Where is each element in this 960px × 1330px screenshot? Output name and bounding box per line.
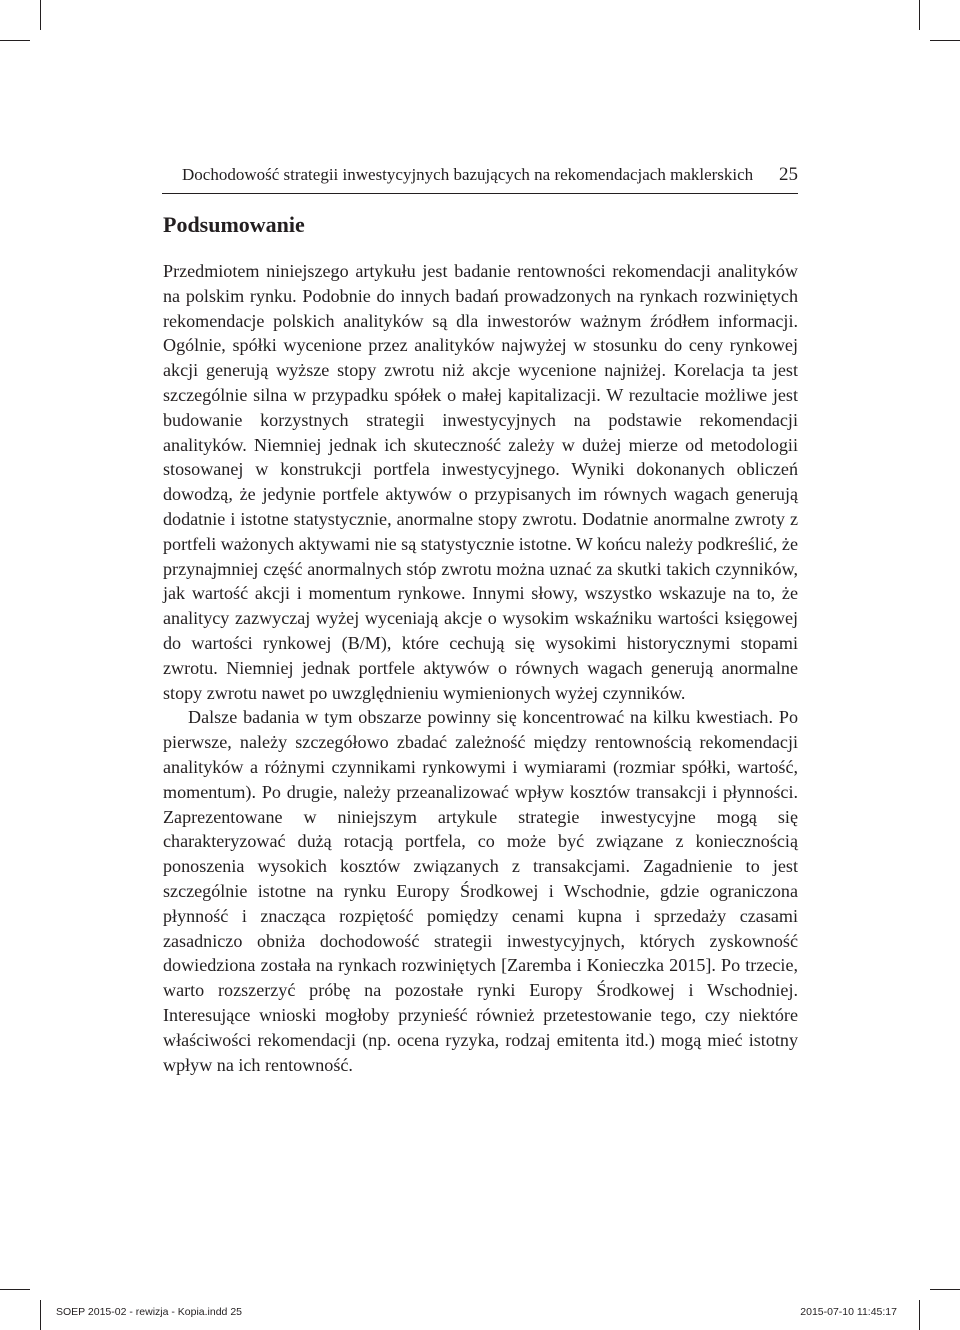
print-slug-file: SOEP 2015-02 - rewizja - Kopia.indd 25 [56, 1306, 242, 1318]
crop-mark [40, 1300, 41, 1330]
crop-mark [0, 40, 30, 41]
paragraph: Dalsze badania w tym obszarze powinny się koncentrować na kilku kwestiach. Po pierwsze, należy szczegółowo zbadać zależność między rentownością rekomendacji analityków a różnymi czynnikami rynkowymi i wymiarami (rozmiar spółki, wartość, momentum). Po drugie, należy przeanalizować wpływ kosztów transakcji i płynności. Zaprezentowane w niniejszym artykule strategie inwestycyjne mogą się charakteryzować dużą rotacją portfela, co może być związane z koniecznością ponoszenia wysokich kosztów związanych z transakcjami. Zagadnienie to jest szczególnie istotne na rynku Europy Środkowej i Wschodnie, gdzie ograniczona płynność i znacząca rozpiętość pomiędzy cenami kupna i sprzedaży czasami zasadniczo obniża dochodowość strategii inwestycyjnych, których zyskowność dowiedziona została na rynkach rozwiniętych [Zaremba i Konieczka 2015]. Po trzecie, warto rozszerzyć próbę na pozostałe rynki Europy Środkowej i Wschodniej. Interesujące wnioski mogłoby przynieść również przetestowanie tego, czy niektóre właściwości rekomendacji (np. ocena ryzyka, rodzaj emitenta itd.) mogą mieć istotny wpływ na ich rentowność. [163, 707, 798, 1075]
section-title: Podsumowanie [163, 212, 305, 237]
page-number: 25 [779, 164, 798, 185]
crop-mark [930, 40, 960, 41]
crop-mark [930, 1289, 960, 1290]
crop-mark [919, 1300, 920, 1330]
body-text [163, 259, 798, 1077]
paragraph: Przedmiotem niniejszego artykułu jest badanie rentowności rekomendacji analityków na polskim rynku. Podobnie do innych badań prowadzonych na rynkach rozwiniętych rekomendacje polskich analityków są dla inwestorów ważnym źródłem informacji. Ogólnie, spółki wycenione przez analityków najwyżej w stosunku do ceny rynkowej akcji generują wyższe stopy zwrotu niż akcje wycenione najniżej. Korelacja ta jest szczególnie silna w przypadku spółek o małej kapitalizacji. W rezultacie możliwe jest budowanie korzystnych strategii inwestycyjnych na podstawie rekomendacji analityków. Niemniej jednak ich skuteczność zależy w dużej mierze od metodologii stosowanej w konstrukcji portfela inwestycyjnego. Wyniki dokonanych obliczeń dowodzą, że jedynie portfele aktywów o przypisanych im równych wagach generują dodatnie i istotne statystycznie, anormalne stopy zwrotu. Dodatnie anormalne zwroty z portfeli ważonych aktywami nie są statystycznie istotne. W końcu należy podkreślić, że przynajmniej część anormalnych stóp zwrotu można uznać za skutki takich czynników, jak wartość akcji i momentum rynkowe. Innymi słowy, wszystko wskazuje na to, że analitycy zazwyczaj wyżej wyceniają akcje o wysokim wskaźniku wartości księgowej do wartości rynkowej (B/M), które cechują się wysokimi historycznymi stopami zwrotu. Niemniej jednak portfele aktywów o równych wagach generują anormalne stopy zwrotu nawet po uwzględnieniu wymienionych wyżej czynników. [163, 261, 798, 703]
running-head-title: Dochodowość strategii inwestycyjnych bazujących na rekomendacjach maklerskich [182, 165, 754, 184]
crop-mark [0, 1289, 30, 1290]
print-slug-timestamp: 2015-07-10 11:45:17 [800, 1306, 897, 1318]
running-head [182, 163, 798, 187]
header-rule [162, 193, 798, 194]
crop-mark [919, 0, 920, 30]
crop-mark [40, 0, 41, 30]
